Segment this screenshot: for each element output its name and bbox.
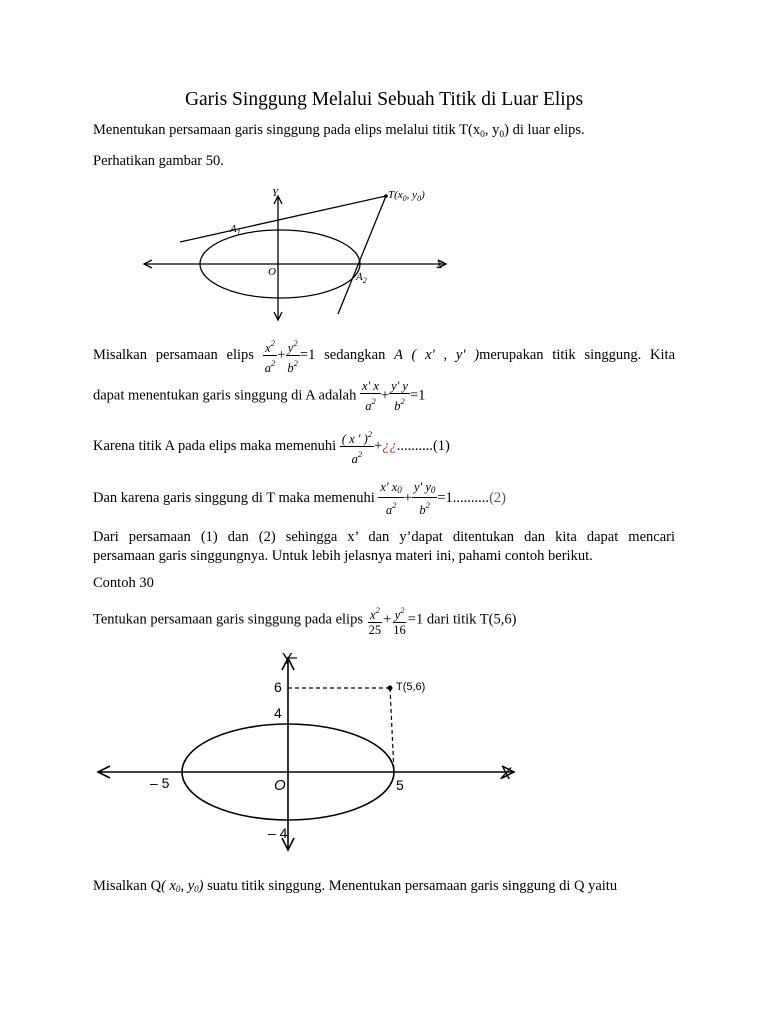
p8-plus: + (383, 611, 392, 628)
point-q-coords: ( x0, y0) (161, 878, 204, 894)
point-a-coords: A ( x' , y' ) (394, 346, 480, 363)
fraction-yy0-b2: $\frac{y' y0}{b^2}$ (413, 480, 436, 517)
intro-paragraph (93, 121, 585, 144)
p4-before: dapat menentukan garis singgung di A adalah (93, 387, 357, 404)
fraction-yy-b2: $\frac{y' y}{b^2}$ (391, 379, 408, 413)
p3-equals: =1 (299, 346, 316, 363)
p3-after: merupakan titik singgung. Kita (479, 346, 676, 363)
tangent-line-2 (338, 196, 386, 314)
p8-after: dari titik T(5,6) (426, 611, 517, 628)
fraction-x2-a2: $\frac{x^2}{a^2}$ (264, 338, 276, 375)
p5-plus: + (374, 437, 383, 454)
fig2-y-label: Y (282, 651, 293, 668)
fraction-y2-16: $\frac{y^2}{16}$ (393, 605, 406, 637)
p9-before: Misalkan Q (93, 878, 162, 894)
ellipse-example-figure-2 (92, 644, 542, 866)
p3-before: Misalkan persamaan elips (93, 346, 254, 363)
fraction-x2-25: $\frac{x^2}{25}$ (368, 605, 382, 637)
intro-sub-y: 0 (499, 130, 505, 140)
fig1-origin-label: O (268, 266, 276, 278)
tangent-point-q-paragraph (93, 877, 617, 898)
fig1-y-label: Y (272, 187, 279, 199)
fig2-point-t (388, 686, 393, 691)
fig1-a1-label: $A_1$ (230, 223, 241, 237)
fig1-t-label: $T(x_0$, $y_0$) (388, 189, 425, 203)
fig2-origin-label: O (274, 777, 286, 794)
fig1-a2-label: $A_2$ (356, 271, 367, 285)
tangent-line-1 (180, 196, 386, 242)
intro-text: Menentukan persamaan garis singgung pada elips melalui titik T(x (93, 122, 481, 138)
p6-equals: =1.......... (437, 489, 490, 506)
p3-plus: + (277, 346, 286, 363)
fraction-xx-a2: $\frac{x' x}{a^2}$ (361, 379, 379, 413)
intro-sub-x: 0 (480, 130, 485, 140)
example-heading: Contoh 30 (93, 575, 154, 591)
p5-before: Karena titik A pada elips maka memenuhi (93, 437, 337, 454)
fig2-tick-neg5: – 5 (150, 775, 170, 791)
p8-equals: =1 (407, 611, 424, 628)
fraction-xx0-a2: $\frac{x' x0}{a^2}$ (380, 480, 402, 517)
fig2-tick-5: 5 (396, 777, 404, 793)
fig2-t-label: T(5,6) (396, 681, 426, 693)
intro-mid: , y (484, 122, 500, 138)
equation-1-paragraph (93, 427, 450, 466)
tangent-line-at-a-paragraph (93, 379, 425, 413)
p6-plus: + (403, 489, 412, 506)
p6-before: Dan karena garis singgung di T maka memenuhi (93, 489, 375, 506)
fraction-y2-b2: $\frac{y^2}{b^2}$ (287, 338, 298, 375)
p5-after: ..........(1) (396, 437, 450, 454)
unrendered-glyph: ¿¿ (382, 437, 397, 454)
ellipse-equation-paragraph (93, 336, 675, 375)
equation-2-paragraph (93, 480, 506, 517)
fig2-tick-6: 6 (274, 679, 282, 695)
p9-after: suatu titik singgung. Menentukan persamaan garis singgung di Q yaitu (207, 878, 618, 894)
ellipse-tangent-figure-1 (140, 182, 460, 324)
example-question (93, 603, 516, 637)
p4-equals: =1 (409, 387, 426, 404)
p6-after: (2) (489, 489, 506, 506)
page-title: Garis Singgung Melalui Sebuah Titik di Luar Elips (184, 89, 584, 110)
p8-before: Tentukan persamaan garis singgung pada elips (93, 611, 363, 628)
fig2-tick-4: 4 (274, 705, 282, 721)
p3-mid: sedangkan (324, 346, 386, 363)
fig2-x-label: X (500, 764, 512, 783)
explanation-line-1: Dari persamaan (1) dan (2) sehingga x’ dan y’dapat ditentukan dan kita dapat mencari (93, 529, 675, 545)
fraction-xprime2-a2: $\frac{( x ' )^2}{a^2}$ (341, 429, 373, 466)
figure-reference: Perhatikan gambar 50. (93, 153, 224, 169)
explanation-line-2: persamaan garis singgungnya. Untuk lebih jelasnya materi ini, pahami contoh berikut. (93, 548, 593, 564)
fig2-tick-neg4: – 4 (268, 825, 288, 841)
intro-end: ) di luar elips. (504, 122, 585, 138)
p4-plus: + (380, 387, 390, 404)
fig1-x-label: X (436, 259, 443, 271)
